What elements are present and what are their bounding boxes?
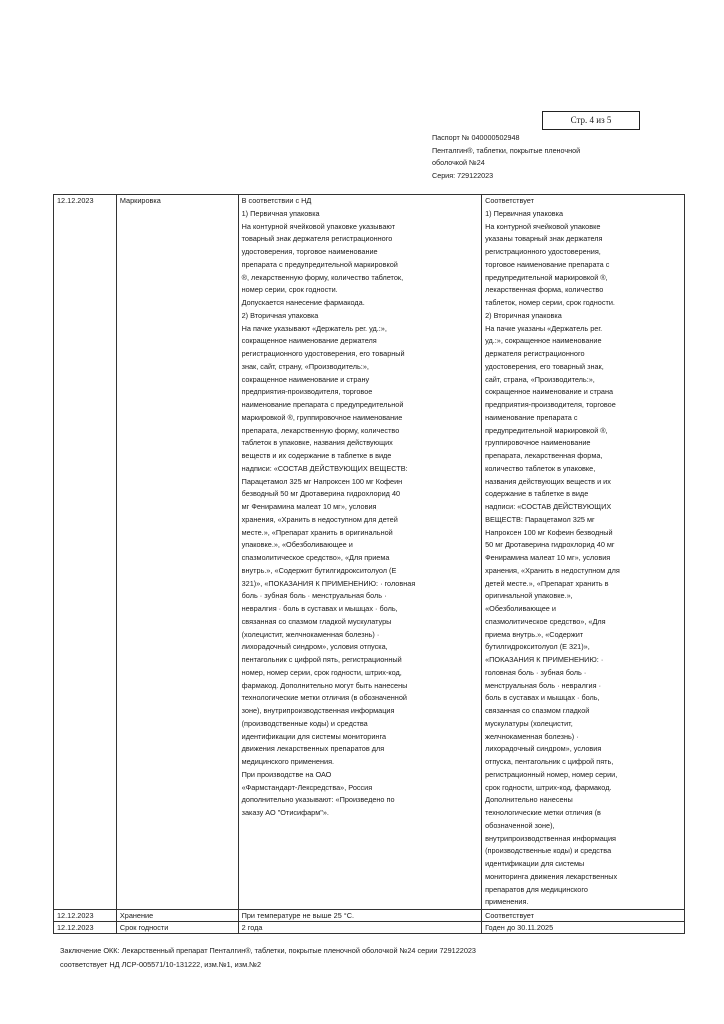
result-cell: Соответствует <box>482 910 685 922</box>
result-cell: Годен до 30.11.2025 <box>482 922 685 934</box>
product-name-line1: Пенталгин®, таблетки, покрытые пленочной <box>432 145 581 155</box>
nd-requirement-cell: 2 года <box>238 922 481 934</box>
qc-conclusion <box>60 944 660 972</box>
nd-requirement-cell: В соответствии с НД 1) Первичная упаковка На контурной ячейковой упаковке указывают товарный знак держателя регистрационного удостоверения, торговое наименование препарата с предупредительной маркировкой ®, лекарственную форму, количество таблеток, номер серии, срок годности. Допускается нанесение фармакода. 2) Вторичная упаковка На пачке указывают «Держатель рег. уд.:», сокращенное наименование держателя регистрационного удостоверения, его товарный знак, сайт, страну, «Производитель:», сокращенное наименование и страну предприятия-производителя, торговое наименование препарата с предупредительной маркировкой ®, группировочное наименование препарата, лекарственную форму, количество таблеток в упаковке, названия действующих веществ и их содержание в таблетке в виде надписи: «СОСТАВ ДЕЙСТВУЮЩИХ ВЕЩЕСТВ: Парацетамол 325 мг Напроксен 100 мг Кофеин безводный 50 мг Дротаверина гидрохлорид 40 мг Фенирамина малеат 10 мг», условия хранения, «Хранить в недоступном для детей месте.», «Препарат хранить в оригинальной упаковке.», «Обезболивающее и спазмолитическое средство», «Для приема внутрь.», «Содержит бутилгидрокситолуол (Е 321)», «ПОКАЗАНИЯ К ПРИМЕНЕНИЮ: · головная боль · зубная боль · менструальная боль · невралгия · боль в суставах и мышцах · боль, связанная со спазмом гладкой мускулатуры (холецистит, желчнокаменная болезнь) · лихорадочный синдром», условия отпуска, пентагольник с цифрой пять, регистрационный номер, номер серии, срок годности, штрих-код, фармакод. Дополнительно могут быть нанесены технологические метки отличия (в обозначенной зоне), внутрипроизводственная информация (производственные коды) и средства идентификации для системы мониторинга движения лекарственных препаратов для медицинского применения. При производстве на ОАО «Фармстандарт-Лексредства», Россия дополнительно указывают: «Произведено по заказу АО "Отисифарм"». <box>241 196 416 817</box>
table-row <box>54 195 685 910</box>
conclusion-line2: соответствует НД ЛСР-005571/10-131222, изм.№1, изм.№2 <box>60 960 262 969</box>
nd-requirement-cell: При температуре не выше 25 °С. <box>238 910 481 922</box>
date-cell: 12.12.2023 <box>54 922 117 934</box>
parameter-cell: Срок годности <box>116 922 238 934</box>
passport-block <box>432 132 632 182</box>
table-row <box>54 922 685 934</box>
table-row <box>54 910 685 922</box>
product-name-line2: оболочкой №24 <box>432 158 485 167</box>
date-cell: 12.12.2023 <box>54 910 117 922</box>
conclusion-line1: Заключение ОКК: Лекарственный препарат Пенталгин®, таблетки, покрытые пленочной оболочкой №24 серии 729122023 <box>60 946 476 955</box>
parameter-cell: Хранение <box>116 910 238 922</box>
passport-number: Паспорт № 040000502948 <box>432 133 520 142</box>
page-indicator: Стр. 4 из 5 <box>542 111 640 130</box>
test-results-table <box>53 194 685 934</box>
result-cell: Соответствует 1) Первичная упаковка На контурной ячейковой упаковке указаны товарный знак держателя регистрационного удостоверения, торговое наименование препарата с предупредительной маркировкой ®, лекарственная форма, количество таблеток, номер серии, срок годности. 2) Вторичная упаковка На пачке указаны «Держатель рег. уд.:», сокращенное наименование держателя регистрационного удостоверения, его товарный знак, сайт, страна, «Производитель:», сокращенное наименование и страна предприятия-производителя, торговое наименование препарата с предупредительной маркировкой ®, группировочное наименование препарата, лекарственная форма, количество таблеток в упаковке, названия действующих веществ и их содержание в таблетке в виде надписи: «СОСТАВ ДЕЙСТВУЮЩИХ ВЕЩЕСТВ: Парацетамол 325 мг Напроксен 100 мг Кофеин безводный 50 мг Дротаверина гидрохлорид 40 мг Фенирамина малеат 10 мг», условия хранения, «Хранить в недоступном для детей месте.», «Препарат хранить в оригинальной упаковке.», «Обезболивающее и спазмолитическое средство», «Для приема внутрь.», «Содержит бутилгидрокситолуол (Е 321)», «ПОКАЗАНИЯ К ПРИМЕНЕНИЮ: · головная боль · зубная боль · менструальная боль · невралгия · боль в суставах и мышцах · боль, связанная со спазмом гладкой мускулатуры (холецистит, желчнокаменная болезнь) · лихорадочный синдром», условия отпуска, пентагольник с цифрой пять, регистрационный номер, номер серии, срок годности, штрих-код, фармакод. Дополнительно нанесены технологические метки отличия (в обозначенной зоне), внутрипроизводственная информация (производственные коды) и средства идентификации для системы мониторинга движения лекарственных препаратов для медицинского применения. <box>485 196 620 907</box>
date-cell: 12.12.2023 <box>54 195 117 910</box>
series-number: Серия: 729122023 <box>432 170 494 180</box>
parameter-cell: Маркировка <box>116 195 238 910</box>
